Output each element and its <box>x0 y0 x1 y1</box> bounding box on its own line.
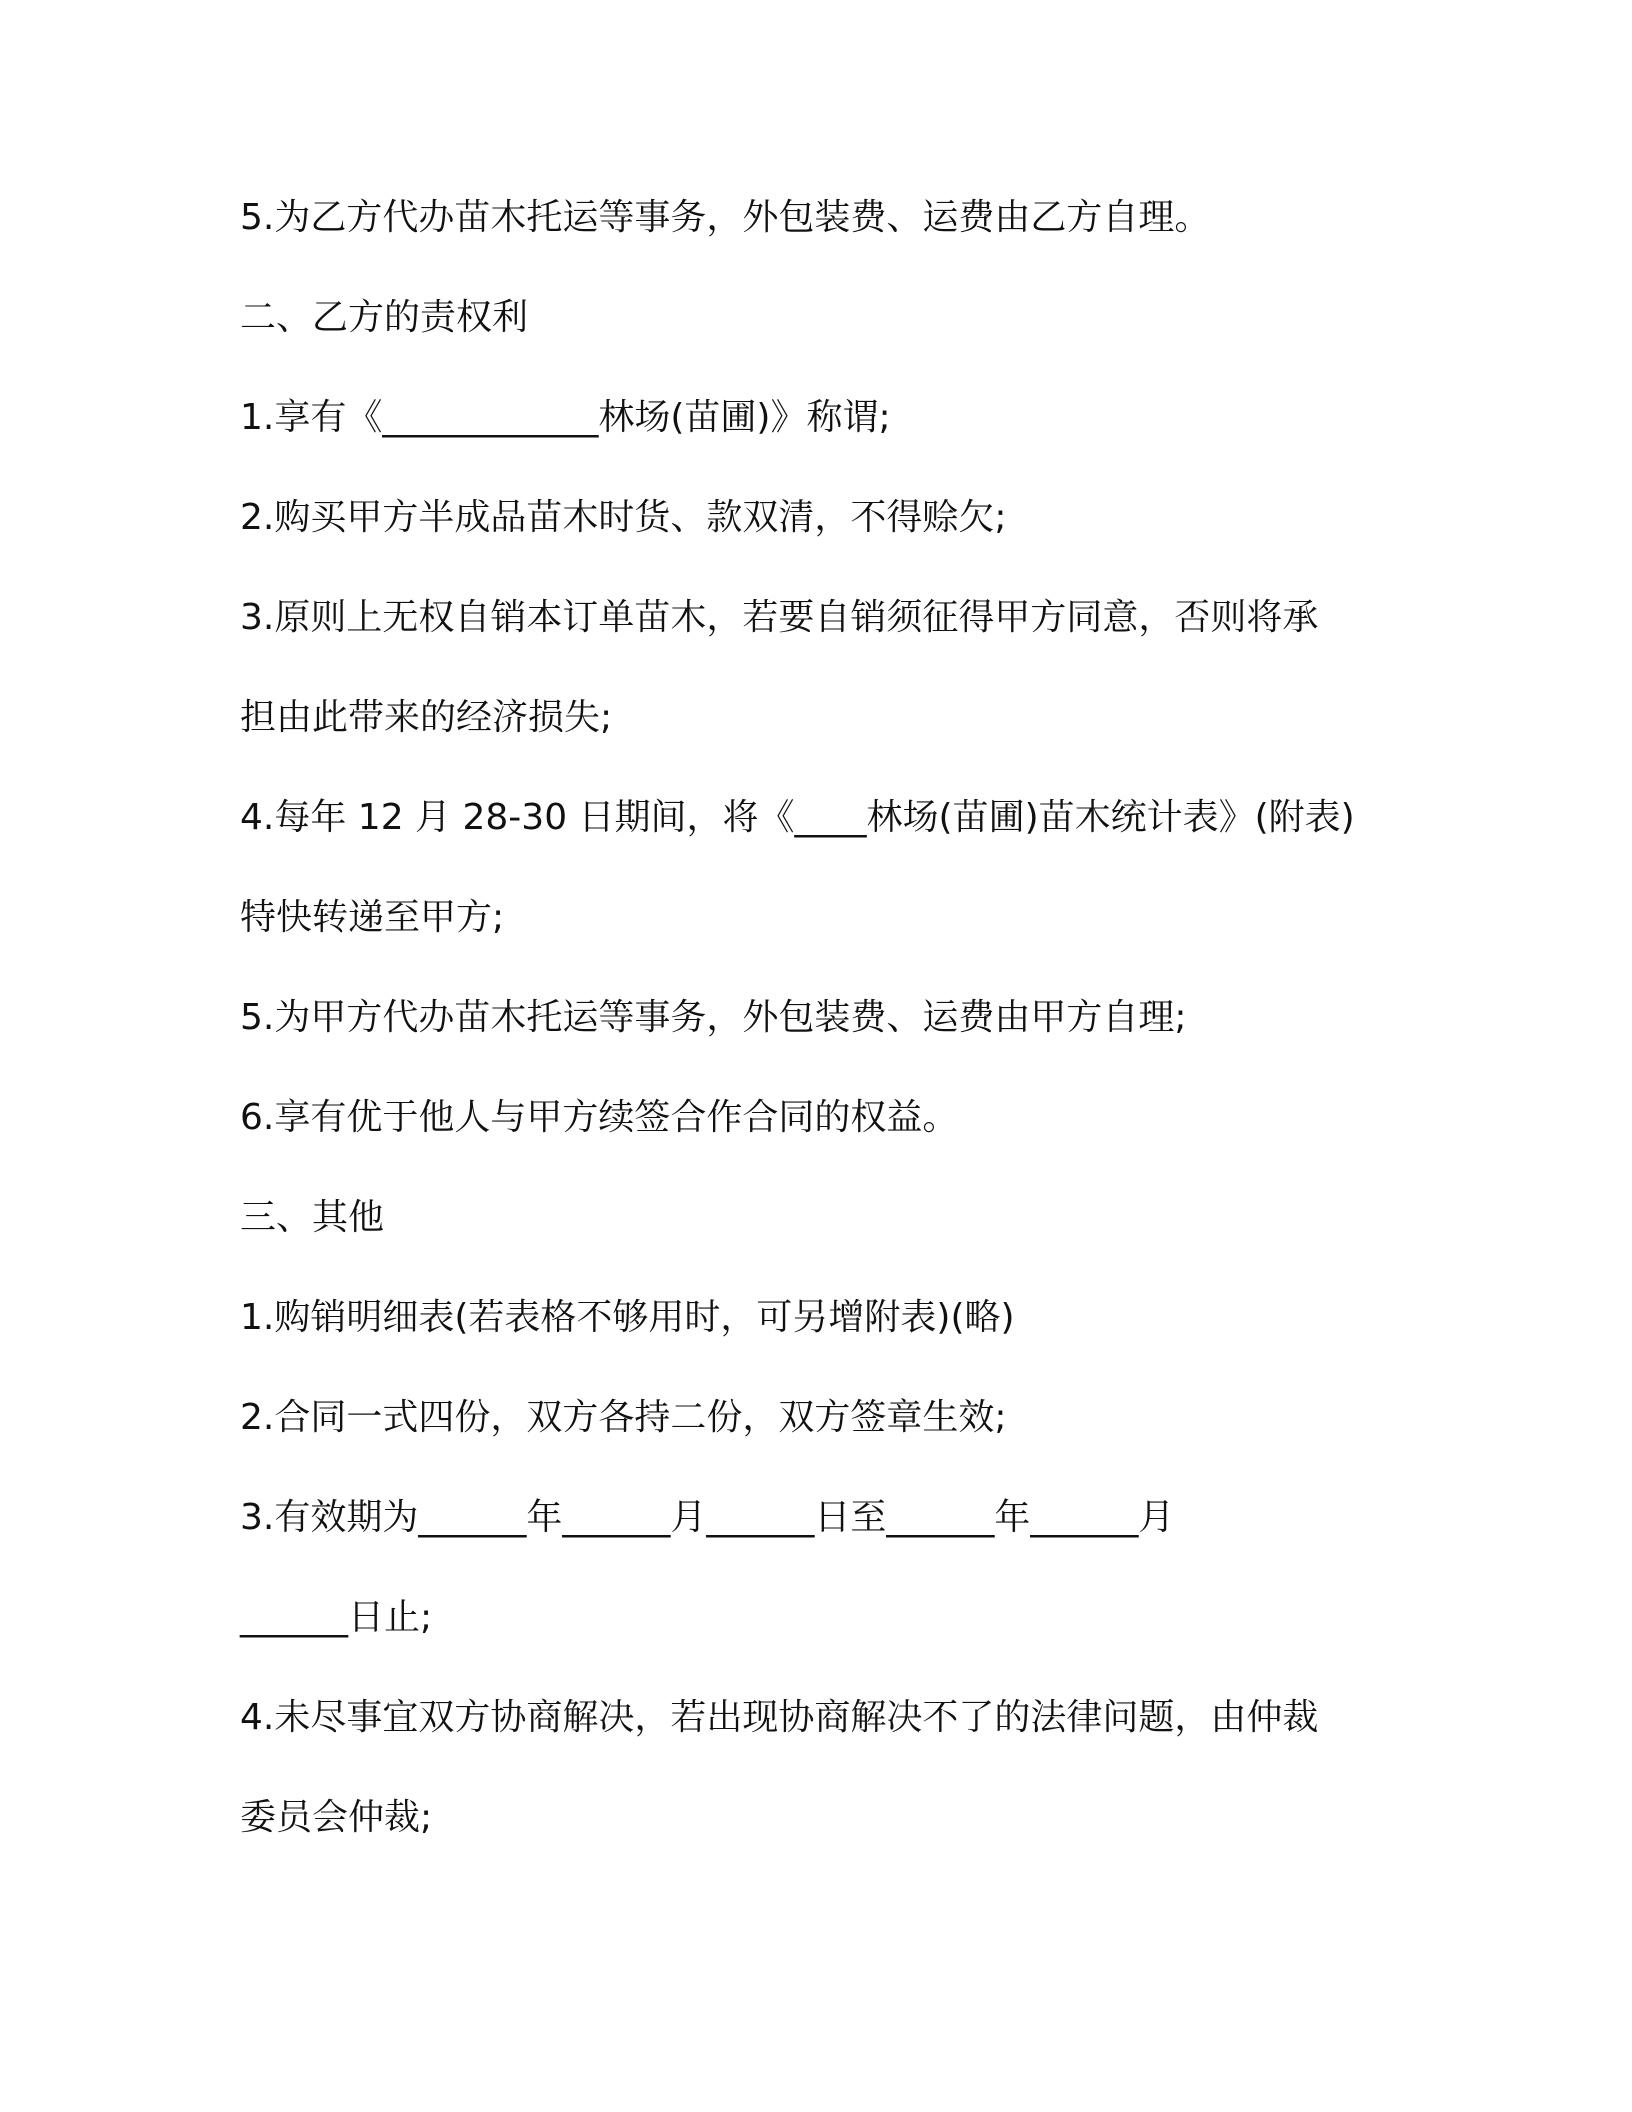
other-item-4-line-2: 委员会仲裁; <box>240 1797 433 1838</box>
party-b-right-6: 6.享有优于他人与甲方续签合作合同的权益。 <box>240 1097 959 1138</box>
party-b-right-4-line-1: 4.每年 12 月 28-30 日期间，将《____林场(苗圃)苗木统计表》(附表) <box>240 797 1355 838</box>
party-b-right-5: 5.为甲方代办苗木托运等事务，外包装费、运费由甲方自理; <box>240 997 1187 1038</box>
party-b-right-1: 1.享有《____________林场(苗圃)》称谓; <box>240 397 891 438</box>
other-item-3-line-1: 3.有效期为______年______月______日至______年______月 <box>240 1497 1175 1538</box>
section-heading-party-b: 二、乙方的责权利 <box>240 297 529 338</box>
other-item-1: 1.购销明细表(若表格不够用时，可另增附表)(略) <box>240 1297 1015 1338</box>
section-heading-other: 三、其他 <box>240 1197 385 1238</box>
other-item-4-line-1: 4.未尽事宜双方协商解决，若出现协商解决不了的法律问题，由仲裁 <box>240 1697 1319 1738</box>
party-b-right-3-line-2: 担由此带来的经济损失; <box>240 697 613 738</box>
other-item-2: 2.合同一式四份，双方各持二份，双方签章生效; <box>240 1397 1007 1438</box>
party-b-right-3-line-1: 3.原则上无权自销本订单苗木，若要自销须征得甲方同意，否则将承 <box>240 597 1319 638</box>
party-a-duty-5: 5.为乙方代办苗木托运等事务，外包装费、运费由乙方自理。 <box>240 197 1211 238</box>
party-b-right-2: 2.购买甲方半成品苗木时货、款双清，不得赊欠; <box>240 497 1007 538</box>
other-item-3-line-2: ______日止; <box>240 1597 433 1638</box>
party-b-right-4-line-2: 特快转递至甲方; <box>240 897 505 938</box>
